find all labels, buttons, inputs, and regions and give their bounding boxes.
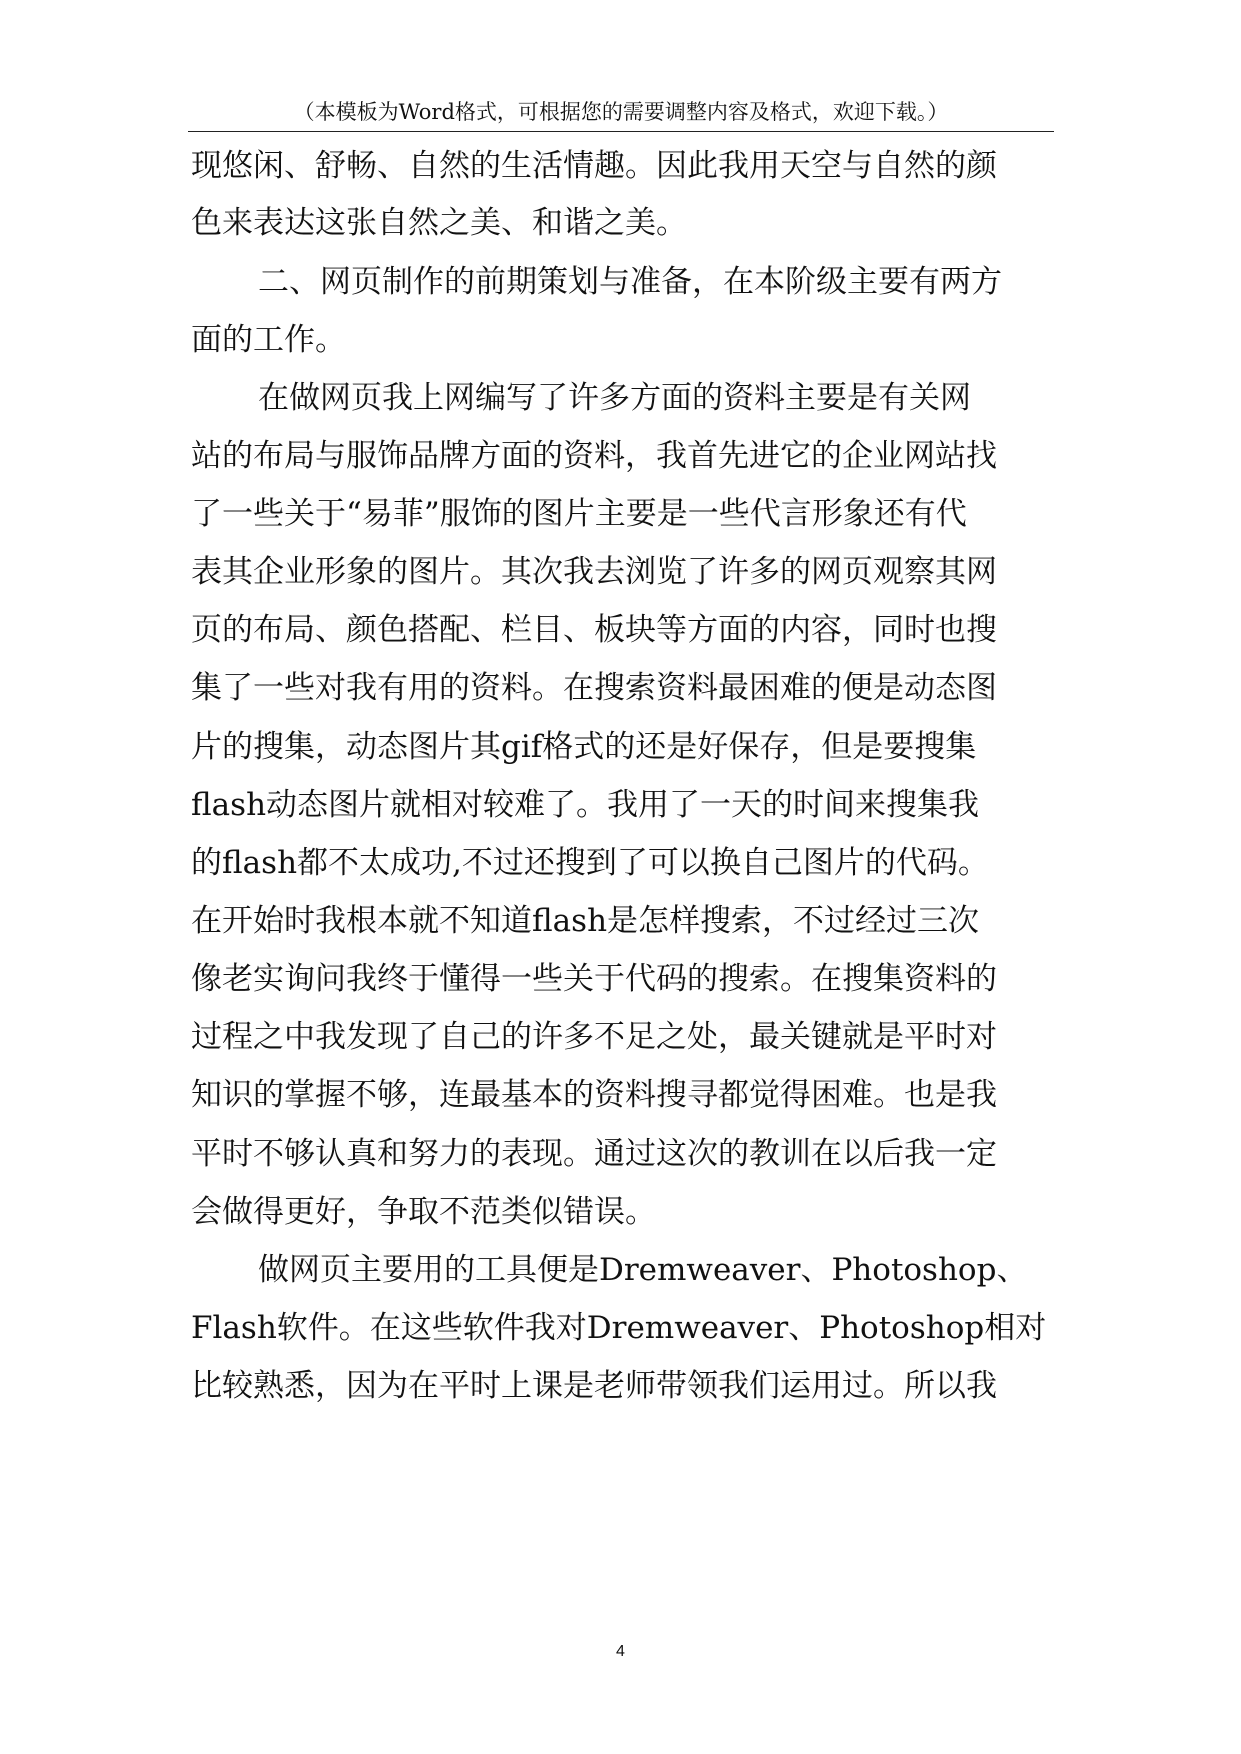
page-header-note: （本模板为Word格式，可根据您的需要调整内容及格式，欢迎下载。） [293,100,949,124]
body-line: 在开始时我根本就不知道flash是怎样搜索，不过经过三次 [191,903,980,939]
body-line: 站的布局与服饰品牌方面的资料，我首先进它的企业网站找 [191,438,997,474]
body-line: 的flash都不太成功,不过还搜到了可以换自己图片的代码。 [191,845,989,881]
body-line: 会做得更好，争取不范类似错误。 [191,1194,656,1230]
body-line: 了一些关于“易菲”服饰的图片主要是一些代言形象还有代 [191,496,967,532]
body-line: 知识的掌握不够，连最基本的资料搜寻都觉得困难。也是我 [191,1077,997,1113]
body-line: 片的搜集，动态图片其gif格式的还是好保存，但是要搜集 [191,729,977,765]
body-line: 比较熟悉，因为在平时上课是老师带领我们运用过。所以我 [191,1368,997,1404]
body-line: 二、网页制作的前期策划与准备，在本阶级主要有两方 [258,264,1002,300]
body-line: 现悠闲、舒畅、自然的生活情趣。因此我用天空与自然的颜 [191,148,997,184]
body-line: 页的布局、颜色搭配、栏目、板块等方面的内容，同时也搜 [191,612,997,648]
body-line: 过程之中我发现了自己的许多不足之处，最关键就是平时对 [191,1019,997,1055]
body-line: 在做网页我上网编写了许多方面的资料主要是有关网 [258,380,971,416]
body-line: Flash软件。在这些软件我对Dremweaver、Photoshop相对 [191,1310,1047,1346]
body-line: 像老实询问我终于懂得一些关于代码的搜索。在搜集资料的 [191,961,997,997]
page-number: 4 [616,1643,625,1660]
body-line: 平时不够认真和努力的表现。通过这次的教训在以后我一定 [191,1136,997,1172]
body-line: 色来表达这张自然之美、和谐之美。 [191,205,687,241]
body-line: 表其企业形象的图片。其次我去浏览了许多的网页观察其网 [191,554,997,590]
body-line: flash动态图片就相对较难了。我用了一天的时间来搜集我 [191,787,980,823]
body-line: 集了一些对我有用的资料。在搜索资料最困难的便是动态图 [191,670,997,706]
body-line: 做网页主要用的工具便是Dremweaver、Photoshop、 [258,1252,1028,1288]
body-line: 面的工作。 [191,322,346,358]
